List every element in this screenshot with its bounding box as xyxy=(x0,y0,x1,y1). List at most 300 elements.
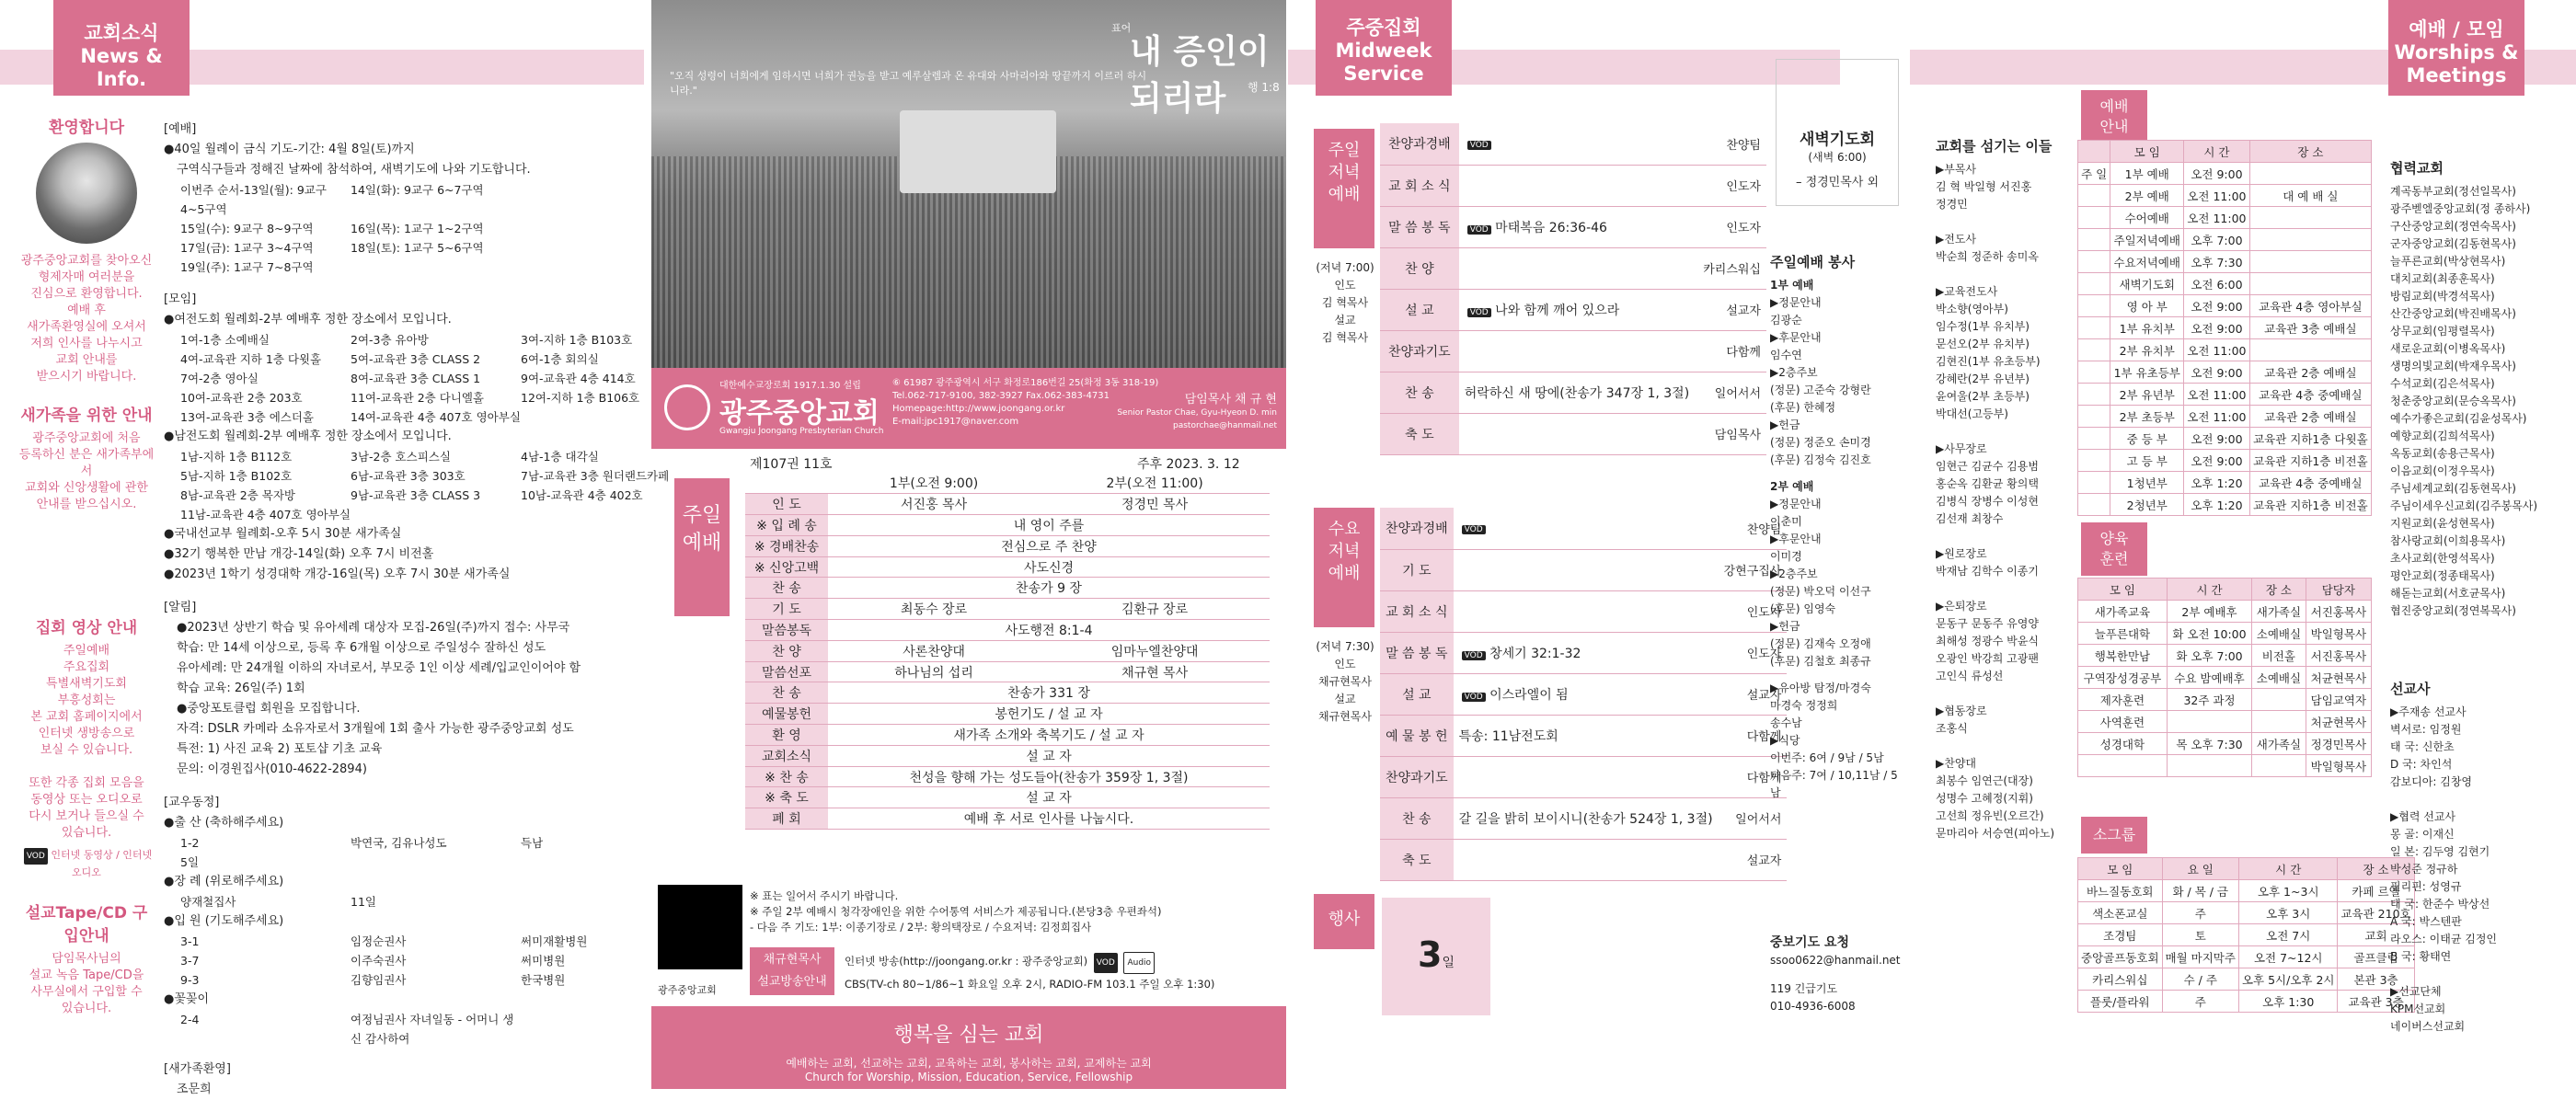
train-cell: 새가족실 xyxy=(2252,733,2306,755)
banner-label: 표어 xyxy=(1111,22,1132,34)
guide-row xyxy=(2078,295,2372,317)
meeting-line: 주일예배 xyxy=(63,644,110,658)
svc-label: 찬양과기도 xyxy=(1380,756,1454,797)
group-head-cell: 요 일 xyxy=(2162,858,2238,880)
worship-row-cell: 14일(화): 9교구 6~7구역 xyxy=(351,183,484,197)
men-group-row xyxy=(164,447,642,466)
train-head-cell: 모 임 xyxy=(2078,579,2168,601)
guide-cell: 새벽기도회 xyxy=(2110,273,2184,295)
women-group-row-cell: 7여-2층 영아실 xyxy=(180,372,259,385)
guide-cell: 오전 9:00 xyxy=(2184,317,2250,339)
vod-icon[interactable]: VOD xyxy=(1462,651,1486,660)
server-line: 이춘미 xyxy=(1770,515,1802,528)
leader-line: 채규현목사 xyxy=(1318,710,1372,723)
meeting-item-4: ●32기 행복한 만남 개강-14일(화) 오후 7시 비전홀 xyxy=(164,547,434,561)
worship-row-cell: 17일(금): 1교구 3~4구역 xyxy=(180,241,314,255)
svc-label: 찬 송 xyxy=(1380,372,1459,413)
guide-cell: 2부 유년부 xyxy=(2110,384,2184,406)
newfamily-line: 등록하신 분은 새가족부에서 xyxy=(18,448,155,478)
meeting-line: 다시 보거나 들으실 수 xyxy=(29,809,144,823)
guide-cell: 1청년부 xyxy=(2110,472,2184,494)
mission-line: A 국: 박스텐판 xyxy=(2390,915,2462,928)
guide-row xyxy=(2078,273,2372,295)
servers-1-title: 1부 예배 xyxy=(1770,279,1814,292)
flower-row-cell: 여정님권사 자녀일동 - 어머니 생신 감사하여 xyxy=(351,1013,514,1046)
train-head-cell: 시 간 xyxy=(2167,579,2251,601)
worship-row-cell: 19일(주): 1교구 7~8구역 xyxy=(180,260,314,274)
church-motto: 행복을 심는 교회 xyxy=(893,1024,1044,1047)
svc-content: VOD 창세기 32:1-32 xyxy=(1454,632,1719,673)
email-link[interactable]: E-mail:jpc1917@naver.com xyxy=(892,417,1019,427)
server-line: 임수연 xyxy=(1770,349,1802,361)
worship-row-cell: 18일(토): 1교구 5~6구역 xyxy=(351,241,484,255)
server-line: ▶후문안내 xyxy=(1770,533,1822,545)
order-value: 새가족 소개와 축복기도 / 설 교 자 xyxy=(828,725,1270,746)
guide-cell xyxy=(2078,251,2110,273)
group-cell: 오후 5시/오후 2시 xyxy=(2238,968,2338,991)
servers-3-lines xyxy=(1770,680,1908,802)
partner-line: 초사교회(한영석목사) xyxy=(2390,552,2495,565)
svc-content xyxy=(1459,247,1695,289)
section-notice: [알림] xyxy=(164,601,197,614)
partner-line: 참사랑교회(이희용목사) xyxy=(2390,534,2506,547)
notice-line: ●중앙포토클럽 회원을 모집합니다. xyxy=(177,702,361,716)
men-group-row-cell: 5남-지하 1층 B102호 xyxy=(180,469,293,483)
staff-line: ▶찬양대 xyxy=(1936,757,1977,770)
partner-line: 구산중앙교회(정연숙목사) xyxy=(2390,220,2516,233)
svc-label: 축 도 xyxy=(1380,839,1454,880)
women-group-row-cell: 5여-교육관 3층 CLASS 2 xyxy=(351,352,481,366)
train-cell xyxy=(2252,711,2306,733)
svc-row xyxy=(1380,123,1766,165)
mission-line: KPM선교회 xyxy=(2390,1003,2446,1015)
svc-content xyxy=(1454,839,1719,880)
svc-role: 설교자 xyxy=(1719,839,1788,880)
wed-evening-leaders xyxy=(1306,638,1384,726)
meeting-line: 주요집회 xyxy=(63,660,110,674)
order-value: 내 영이 주를 xyxy=(828,515,1270,536)
guide-row xyxy=(2078,494,2372,516)
svc-role: 설교자 xyxy=(1695,289,1766,330)
dawn-leader: – 정경민목사 외 xyxy=(1795,176,1880,189)
svc-label: 찬 양 xyxy=(1380,247,1459,289)
sidebar-left xyxy=(18,114,155,1017)
svc-label: 교 회 소 식 xyxy=(1380,165,1459,206)
group-row xyxy=(2078,924,2415,946)
women-group-row-cell: 3여-지하 1층 B103호 xyxy=(521,333,633,347)
women-group-row xyxy=(164,349,642,369)
group-cell: 교육관 3층 xyxy=(2338,991,2414,1013)
hospital-row xyxy=(164,951,642,970)
group-cell: 조경팀 xyxy=(2078,924,2163,946)
mission-line: 몽 골: 이재신 xyxy=(2390,828,2455,841)
staff-line: 고선희 정유빈(오르간) xyxy=(1936,809,2044,822)
leader-line: 김 혁목사 xyxy=(1321,331,1369,344)
meeting-line: 부흥성회는 xyxy=(57,693,116,707)
order-row xyxy=(745,661,1270,682)
guide-row xyxy=(2078,339,2372,361)
order-value: 임마누엘찬양대 xyxy=(1040,640,1270,661)
women-group-row-cell: 12여-지하 1층 B106호 xyxy=(521,391,640,405)
staff-line xyxy=(1936,423,2092,441)
men-group-row xyxy=(164,486,642,505)
group-cell: 오후 1~3시 xyxy=(2238,880,2338,902)
group-cell: 플룻/플라워 xyxy=(2078,991,2163,1013)
order-row xyxy=(745,682,1270,704)
staff-line: 최봉수 임연근(대장) xyxy=(1936,774,2033,787)
guide-cell xyxy=(2078,185,2110,207)
guide-cell xyxy=(2078,472,2110,494)
partner-line: 이음교회(이정우목사) xyxy=(2390,464,2495,477)
staff-line: 문동구 문동주 유영양 xyxy=(1936,617,2039,630)
homepage-link[interactable]: Homepage:http://www.joongang.or.kr xyxy=(892,404,1065,414)
server-line: (정문) 박오덕 이선구 xyxy=(1770,585,1871,598)
leader-line: (저녁 7:00) xyxy=(1316,261,1374,274)
welcome-line: 받으시기 바랍니다. xyxy=(36,370,137,384)
worship-row-cell: 이번주 순서-13일(월): 9교구 4~5구역 xyxy=(180,183,327,216)
guide-cell: 오후 1:20 xyxy=(2184,472,2250,494)
server-line: 이미경 xyxy=(1770,550,1802,563)
church-motto-en: Church for Worship, Mission, Education, Service, Fellowship xyxy=(804,1071,1133,1083)
service-2-header: 2부(오전 11:00) xyxy=(1040,473,1270,494)
svc-role: 다함께 xyxy=(1719,756,1788,797)
prayer-title: 중보기도 요청 xyxy=(1770,935,1850,950)
meeting-item-5: ●2023년 1학기 성경대학 개강-16일(목) 오후 7시 30분 새가족실 xyxy=(164,567,511,581)
order-row xyxy=(745,704,1270,725)
train-cell: 화 오전 10:00 xyxy=(2167,623,2251,645)
guide-cell: 오전 11:00 xyxy=(2184,185,2250,207)
mission-line: ▶선교단체 xyxy=(2390,985,2442,998)
svc-role: 인도자 xyxy=(1719,632,1788,673)
partner-line: 해돋는교회(서호균목사) xyxy=(2390,587,2506,600)
train-cell xyxy=(2078,755,2168,777)
partner-line: 청춘중앙교회(문승옥목사) xyxy=(2390,395,2516,407)
mission-line: ▶협력 선교사 xyxy=(2390,810,2456,823)
staff-line: ▶은퇴장로 xyxy=(1936,600,1987,613)
women-group-row xyxy=(164,388,642,407)
guide-cell xyxy=(2249,273,2371,295)
server-line: ▶유아방 탐정/마경숙 xyxy=(1770,682,1871,694)
order-value: 봉헌기도 / 설 교 자 xyxy=(828,704,1270,725)
men-group-row-cell: 6남-교육관 3층 303호 xyxy=(351,469,466,483)
hospital-row xyxy=(164,970,642,990)
broadcast-cbs: CBS(TV-ch 80~1/86~1 화요일 오후 2시, RADIO-FM 103.1 주일 오후 1:30) xyxy=(845,978,1215,991)
train-cell: 처균현목사 xyxy=(2306,711,2371,733)
prayer-phone-label: 119 긴급기도 xyxy=(1770,982,1838,995)
guide-cell xyxy=(2078,494,2110,516)
meeting-line: 동영상 또는 오디오로 xyxy=(30,793,143,807)
men-group-row-cell: 10남-교육관 4층 402호 xyxy=(521,488,643,502)
vod-icon[interactable]: VOD xyxy=(1462,525,1486,534)
partner-line: 대치교회(최종훈목사) xyxy=(2390,272,2495,285)
svc-content xyxy=(1459,165,1695,206)
guide-cell: 오전 11:00 xyxy=(2184,384,2250,406)
women-group-row xyxy=(164,407,642,427)
mission-line: 필리핀: 성영규 xyxy=(2390,880,2462,893)
guide-cell: 주 일 xyxy=(2078,163,2110,185)
order-label: 찬 양 xyxy=(745,640,828,661)
train-cell: 박일형목사 xyxy=(2306,623,2371,645)
order-label: 말씀선포 xyxy=(745,661,828,682)
server-line: ▶정문안내 xyxy=(1770,296,1822,309)
server-line: 다음주: 7여 / 10,11남 / 5남 xyxy=(1770,769,1898,799)
welcome-line: 교회 안내를 xyxy=(55,353,118,367)
server-line: 김광순 xyxy=(1770,314,1802,327)
vod-icon[interactable]: VOD xyxy=(1467,141,1491,150)
tape-line: 있습니다. xyxy=(61,1002,112,1015)
staff-line: 조홍식 xyxy=(1936,722,1968,735)
birth-row-cell: 박연국, 김유나성도 xyxy=(351,836,447,850)
svc-label: 찬양과경배 xyxy=(1380,123,1459,165)
birth-row xyxy=(164,833,642,872)
staff-line xyxy=(1936,580,2092,598)
meeting-line: 인터넷 생방송으로 xyxy=(38,727,135,740)
men-group-row-cell: 7남-교육관 3층 원더랜드카페 xyxy=(521,469,670,483)
servers-title: 주일예배 봉사 xyxy=(1770,254,1856,270)
staff-line: 성명수 고혜정(지휘) xyxy=(1936,792,2033,805)
order-row xyxy=(745,766,1270,787)
staff-line: ▶협동장로 xyxy=(1936,705,1987,717)
prayer-phone[interactable]: 010-4936-6008 xyxy=(1770,1000,1856,1013)
train-cell: 새가족실 xyxy=(2252,601,2306,623)
welcome-line: 저희 인사를 나누시고 xyxy=(30,337,143,350)
church-name-en: Gwangju Joongang Presbyterian Church xyxy=(719,427,884,436)
order-label: 기 도 xyxy=(745,599,828,620)
guide-cell: 교육관 2층 예배실 xyxy=(2249,406,2371,428)
mission-line: 벽서로: 임정원 xyxy=(2390,723,2462,736)
servers-2-title: 2부 예배 xyxy=(1770,480,1814,493)
servers-1-lines xyxy=(1770,294,1908,469)
worship-row xyxy=(164,180,642,219)
train-cell: 새가족교육 xyxy=(2078,601,2168,623)
meeting-line xyxy=(18,759,155,775)
meeting-line: 있습니다. xyxy=(61,826,112,840)
leader-line: 김 혁목사 xyxy=(1321,296,1369,309)
order-value: 찬송가 9 장 xyxy=(828,578,1270,599)
train-label: 양육 훈련 xyxy=(2081,522,2147,576)
tape-line: 설교 녹음 Tape/CD을 xyxy=(29,968,144,982)
guide-cell: 2부 예배 xyxy=(2110,185,2184,207)
partner-lines xyxy=(2390,183,2574,620)
event-label: 행사 xyxy=(1314,894,1374,949)
server-line: 마경숙 정정희 xyxy=(1770,699,1838,712)
order-label: 예물봉헌 xyxy=(745,704,828,725)
server-line: ▶정문안내 xyxy=(1770,498,1822,510)
mission-line: 박성준 정규하 xyxy=(2390,863,2458,876)
group-cell: 오전 7~12시 xyxy=(2238,946,2338,968)
order-label: ※ 경배찬송 xyxy=(745,535,828,556)
newfamily-title: 새가족을 위한 안내 xyxy=(20,407,153,425)
guide-cell: 수어예배 xyxy=(2110,207,2184,229)
guide-cell xyxy=(2078,339,2110,361)
guide-row xyxy=(2078,207,2372,229)
group-cell: 주 xyxy=(2162,991,2238,1013)
section-worship: [예배] xyxy=(164,122,197,136)
broadcast-internet[interactable]: 인터넷 방송(http://joongang.or.kr : 광주중앙교회) VOD Audio xyxy=(845,951,1214,974)
mission-line xyxy=(2390,966,2574,983)
partner-line: 상무교회(임평렬목사) xyxy=(2390,325,2495,338)
order-label: ※ 찬 송 xyxy=(745,766,828,787)
women-group-row xyxy=(164,330,642,349)
order-value: 하나님의 섭리 xyxy=(828,661,1040,682)
issue-number: 제107권 11호 xyxy=(750,457,833,472)
guide-cell: 교육관 지하1층 비전홀 xyxy=(2249,494,2371,516)
guide-row xyxy=(2078,472,2372,494)
guide-cell: 교육관 4층 중예배실 xyxy=(2249,384,2371,406)
meeting-title: 집회 영상 안내 xyxy=(35,619,138,637)
family-birth-rows xyxy=(164,833,642,872)
train-cell: 사역훈련 xyxy=(2078,711,2168,733)
server-line: (정문) 고준숙 강형란 xyxy=(1770,384,1871,396)
server-line: (정문) 정준오 손미경 xyxy=(1770,436,1871,449)
church-denomination: 대한예수교장로회 1917.1.30 설립 xyxy=(719,381,861,391)
train-row xyxy=(2078,711,2372,733)
funeral-row-cell: 양재철집사 xyxy=(180,895,236,909)
qr-code-icon[interactable] xyxy=(658,885,742,969)
server-line: (후문) 임영숙 xyxy=(1770,602,1836,615)
vod-icon[interactable]: VOD xyxy=(1462,693,1486,702)
guide-cell: 교육관 4층 중예배실 xyxy=(2249,472,2371,494)
prayer-email[interactable]: ssoo0622@hanmail.net xyxy=(1770,954,1901,967)
train-cell: 수요 밤예배후 xyxy=(2167,667,2251,689)
women-group-row xyxy=(164,369,642,388)
mission-lines xyxy=(2390,704,2574,1036)
train-cell: 서진홍목사 xyxy=(2306,601,2371,623)
women-group-row-cell: 6여-1층 회의실 xyxy=(521,352,599,366)
guide-row xyxy=(2078,251,2372,273)
banner-quote: "오직 성령이 너희에게 임하시면 너희가 권능을 받고 예루살렘과 온 유대와 사마리아와 땅끝까지 이르러 하시니라." xyxy=(670,70,1147,97)
guide-row xyxy=(2078,450,2372,472)
pastor-photo xyxy=(36,143,137,244)
staff-line: 김현진(1부 유초등부) xyxy=(1936,355,2041,368)
guide-cell: 2부 유치부 xyxy=(2110,339,2184,361)
svc-label: 예 물 봉 헌 xyxy=(1380,715,1454,756)
guide-head-cell: 모 임 xyxy=(2110,141,2184,163)
order-label: ※ 축 도 xyxy=(745,787,828,808)
group-row xyxy=(2078,880,2415,902)
welcome-line: 새가족환영실에 오셔서 xyxy=(27,320,146,334)
funeral-row-cell: 11일 xyxy=(351,895,376,909)
group-cell: 바느질동호회 xyxy=(2078,880,2163,902)
group-label: 소그룹 xyxy=(2081,817,2147,854)
order-value: 사론찬양대 xyxy=(828,640,1040,661)
svc-label: 축 도 xyxy=(1380,413,1459,454)
midweek-tab: 주중집회 Midweek Service xyxy=(1316,0,1452,96)
staff-line: 문선오(2부 유치부) xyxy=(1936,338,2030,350)
train-cell: 행복한만남 xyxy=(2078,645,2168,667)
church-logo-icon xyxy=(664,384,710,430)
guide-cell: 1부 유초등부 xyxy=(2110,361,2184,384)
partner-line: 옥동교회(송용근목사) xyxy=(2390,447,2495,460)
svc-row xyxy=(1380,756,1787,797)
partner-line: 방림교회(박경석목사) xyxy=(2390,290,2495,303)
staff-line xyxy=(1936,266,2092,283)
staff-line xyxy=(1936,213,2092,231)
svc-label: 설 교 xyxy=(1380,673,1454,715)
men-group-row-cell: 3남-2층 호스피스실 xyxy=(351,450,451,464)
tape-line: 담임목사님의 xyxy=(52,952,121,966)
train-cell: 화 오후 7:00 xyxy=(2167,645,2251,667)
svc-content xyxy=(1454,756,1719,797)
leader-line: 설교 xyxy=(1334,314,1356,327)
worship-row-cell: 15일(수): 9교구 8~9구역 xyxy=(180,222,314,235)
group-row xyxy=(2078,902,2415,924)
order-row xyxy=(745,556,1270,578)
svc-role: 설교자 xyxy=(1719,673,1788,715)
train-head-cell: 담당자 xyxy=(2306,579,2371,601)
welcome-line: 진심으로 환영합니다. xyxy=(30,287,143,301)
order-row xyxy=(745,787,1270,808)
order-value: 채규현 목사 xyxy=(1040,661,1270,682)
family-funeral: ●장 례 (위로해주세요) xyxy=(164,875,284,888)
staff-title: 교회를 섬기는 이들 xyxy=(1936,138,2053,155)
news-body xyxy=(164,120,670,1100)
guide-cell: 고 등 부 xyxy=(2110,450,2184,472)
order-label: 말씀봉독 xyxy=(745,620,828,641)
staff-line: 임현근 김균수 김용범 xyxy=(1936,460,2039,473)
partner-line: 생명의빛교회(박재우목사) xyxy=(2390,360,2516,372)
group-cell: 매월 마지막주 xyxy=(2162,946,2238,968)
server-line: ▶헌금 xyxy=(1770,418,1800,431)
issue-date: 주후 2023. 3. 12 xyxy=(1137,457,1240,472)
svc-label: 교 회 소 식 xyxy=(1380,590,1454,632)
section-newfamily: [새가족환영] xyxy=(164,1062,231,1076)
svc-content xyxy=(1459,330,1695,372)
vod-note[interactable]: VOD 인터넷 동영상 / 인터넷 오디오 xyxy=(18,847,155,881)
vod-icon[interactable]: VOD xyxy=(1467,308,1491,317)
train-cell xyxy=(2252,755,2306,777)
svc-role: 담임목사 xyxy=(1695,413,1766,454)
mission-line: 태 국: 신한초 xyxy=(2390,740,2455,753)
note-line: - 다음 주 기도: 1부: 이종기장로 / 2부: 황의택장로 / 수요저녁: 김정희집사 xyxy=(750,921,1092,934)
staff-line: 김선재 최창수 xyxy=(1936,512,2004,525)
svc-role: 인도자 xyxy=(1719,590,1788,632)
svc-row xyxy=(1380,289,1766,330)
tape-text xyxy=(18,951,155,1017)
partner-line: 산간중앙교회(박진배목사) xyxy=(2390,307,2516,320)
mission-line: 일 본: 김두영 김현기 xyxy=(2390,845,2490,858)
flower-row-cell: 2-4 xyxy=(180,1013,200,1026)
server-line: ▶후문안내 xyxy=(1770,331,1822,344)
guide-cell: 오전 9:00 xyxy=(2184,295,2250,317)
sunday-evening-label: 주일 저녁 예배 xyxy=(1314,129,1374,248)
group-cell: 오후 1:30 xyxy=(2238,991,2338,1013)
train-head-cell: 장 소 xyxy=(2252,579,2306,601)
order-label: 찬 송 xyxy=(745,682,828,704)
staff-line: 박순희 정준하 송미옥 xyxy=(1936,250,2039,263)
guide-cell xyxy=(2249,163,2371,185)
guide-cell xyxy=(2078,317,2110,339)
notice-lines xyxy=(164,618,642,780)
staff-line: 문마리아 서승연(피아노) xyxy=(1936,827,2055,840)
train-cell: 서진홍목사 xyxy=(2306,645,2371,667)
women-group-row-cell: 11여-교육관 2층 다니엘홀 xyxy=(351,391,484,405)
vod-icon[interactable]: VOD xyxy=(1467,225,1491,235)
birth-row-cell: 득남 xyxy=(521,836,544,850)
group-cell: 교육관 210호 xyxy=(2338,902,2414,924)
guide-cell: 중 등 부 xyxy=(2110,428,2184,450)
guide-row xyxy=(2078,229,2372,251)
guide-row xyxy=(2078,406,2372,428)
tape-line: 사무실에서 구입할 수 xyxy=(30,985,143,999)
train-cell: 담임교역자 xyxy=(2306,689,2371,711)
section-family: [교우동정] xyxy=(164,796,220,809)
broadcast-label: 채규현목사 설교방송안내 xyxy=(750,947,834,995)
meeting-item-3: ●국내선교부 월례회-오후 5시 30분 새가족실 xyxy=(164,527,402,541)
welcome-line: 예배 후 xyxy=(67,304,106,317)
train-cell xyxy=(2167,755,2251,777)
order-row xyxy=(745,725,1270,746)
